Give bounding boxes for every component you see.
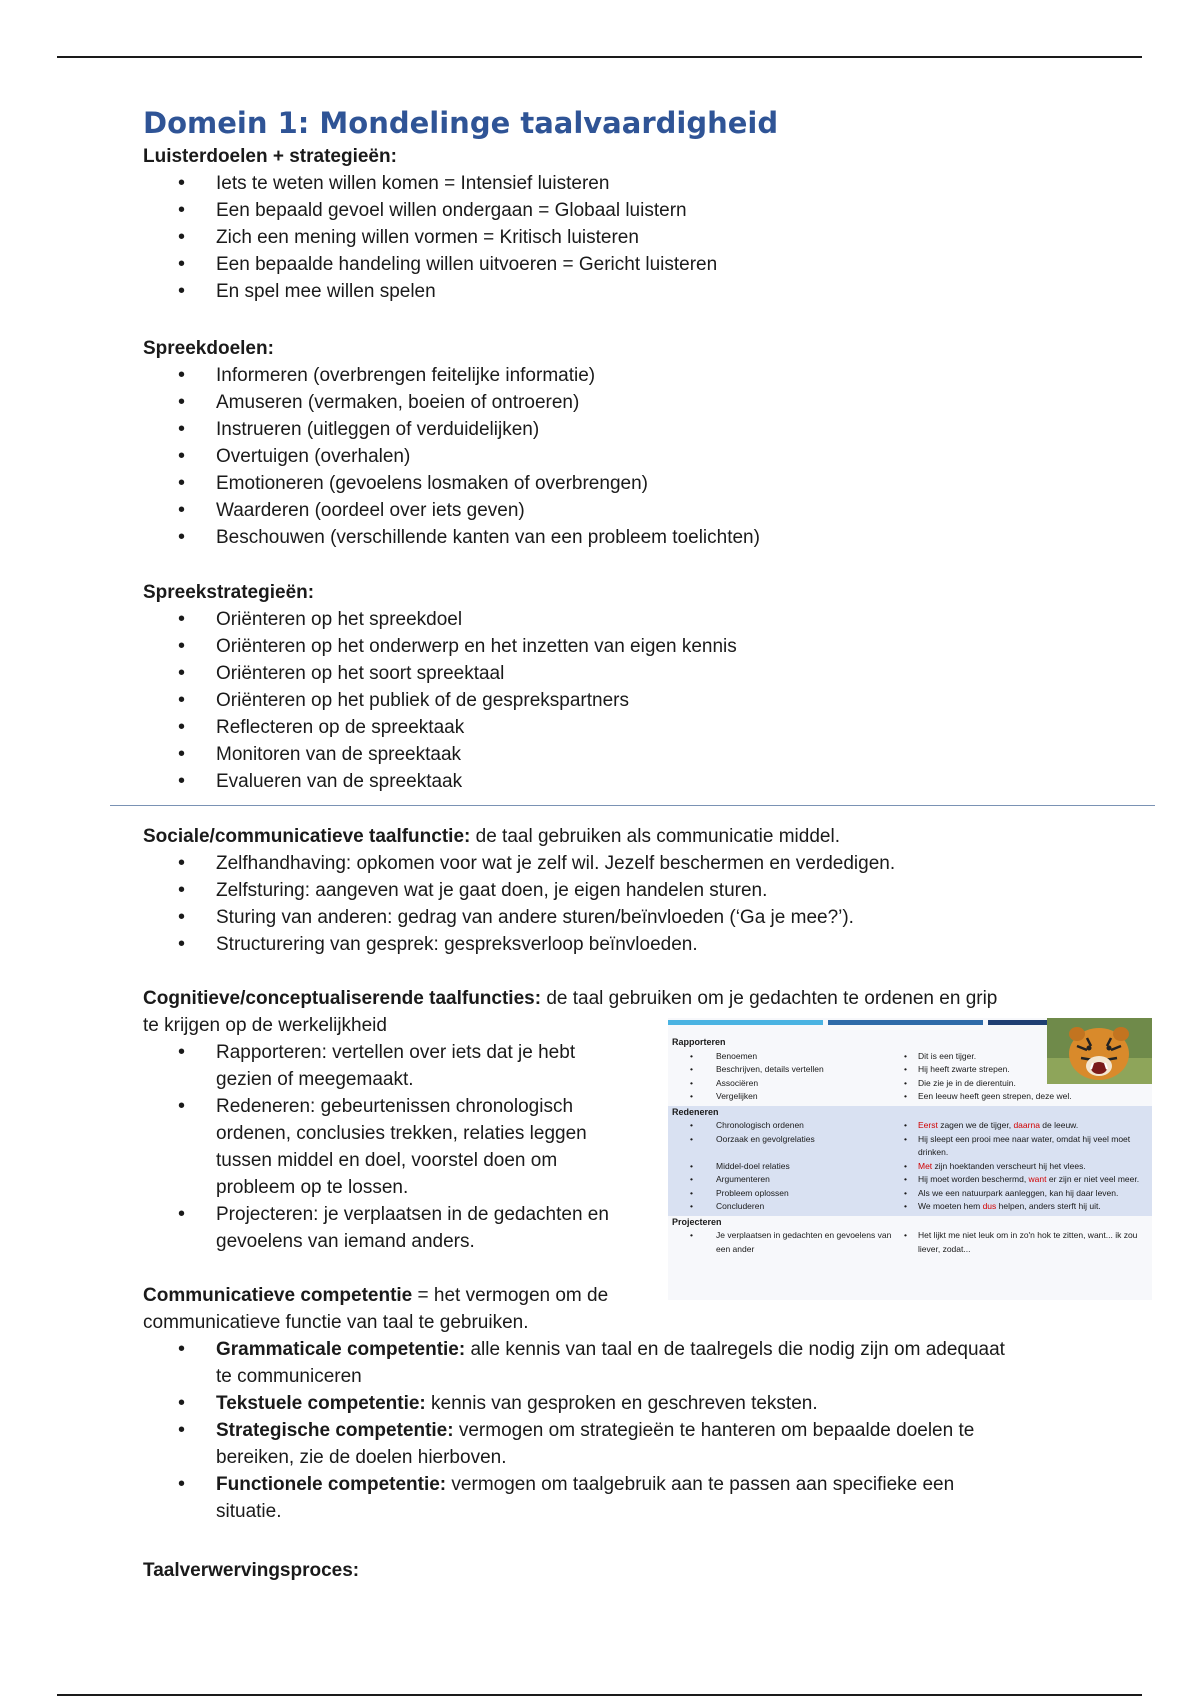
- figure-cell-text: de leeuw.: [1039, 1120, 1079, 1130]
- list-item: • Zelfhandhaving: opkomen voor wat je zelf wil. Jezelf beschermen en verdedigen.: [143, 850, 895, 877]
- figure-row: [672, 1187, 1152, 1201]
- list-item-text: alle kennis van taal en de taalregels die nodig zijn om adequaat: [465, 1339, 1005, 1360]
- list-item-line: gevoelens van iemand anders.: [216, 1231, 475, 1252]
- figure-cell-text: zijn hoektanden verscheurt hij het vlees.: [932, 1160, 1086, 1171]
- list-item: • En spel mee willen spelen: [143, 278, 717, 305]
- section-divider: [110, 805, 1155, 806]
- figure-cell-emphasis: Eerst: [918, 1120, 938, 1130]
- list-item-line: gezien of meegemaakt.: [216, 1069, 414, 1090]
- figure-row: [672, 1063, 1152, 1077]
- figure-section-redeneren: [668, 1106, 1152, 1216]
- list-item: • Oriënteren op het spreekdoel: [143, 606, 737, 633]
- speech-goals-heading: Spreekdoelen:: [143, 338, 274, 359]
- list-item-text: situatie.: [216, 1501, 282, 1522]
- list-item: • Overtuigen (overhalen): [143, 443, 760, 470]
- cognitive-definition-line2: te krijgen op de werkelijkheid: [143, 1015, 387, 1036]
- list-item-line: tussen middel en doel, voorstel doen om: [216, 1150, 558, 1171]
- figure-row: [672, 1050, 1152, 1064]
- figure-row: [672, 1160, 1152, 1174]
- list-item-term: Strategische competentie:: [216, 1420, 454, 1441]
- figure-color-bars: [668, 1020, 1048, 1025]
- page-title: Domein 1: Mondelinge taalvaardigheid: [143, 106, 779, 140]
- figure-cell: • Je verplaatsen in gedachten en gevoelens van een ander: [672, 1229, 902, 1256]
- figure-cell-emphasis: daarna: [1013, 1120, 1040, 1130]
- listening-section: [143, 143, 717, 305]
- competence-term: Communicatieve competentie: [143, 1285, 413, 1306]
- list-item: • Sturing van anderen: gedrag van andere sturen/beïnvloeden (‘Ga je mee?’).: [143, 904, 895, 931]
- cognitive-definition: [143, 985, 1083, 1012]
- figure-cell-text: We moeten hem: [918, 1201, 983, 1211]
- figure-cell: • Associëren: [672, 1077, 902, 1091]
- figure-cell: • Hij heeft zwarte strepen.: [902, 1063, 1152, 1077]
- figure-row: [672, 1090, 1152, 1104]
- speech-goals-list: [143, 362, 760, 551]
- speech-strategies-section: [143, 579, 737, 795]
- list-item-line: Projecteren: je verplaatsen in de gedachten en: [216, 1204, 609, 1225]
- figure-cell: • Benoemen: [672, 1050, 902, 1064]
- list-item: • Structurering van gesprek: gespreksverloop beïnvloeden.: [143, 931, 895, 958]
- figure-bar-3: [988, 1020, 1048, 1025]
- list-item-line: ordenen, conclusies trekken, relaties leggen: [216, 1123, 587, 1144]
- figure-cell: • Als we een natuurpark aanleggen, kan hij daar leven.: [902, 1187, 1152, 1201]
- acquisition-heading: Taalverwervingsproces:: [143, 1560, 360, 1581]
- cognitive-list: [143, 1039, 663, 1255]
- figure-cell: [902, 1160, 1152, 1174]
- list-item-line: Rapporteren: vertellen over iets dat je hebt: [216, 1042, 576, 1063]
- list-item-line: probleem op te lossen.: [216, 1177, 409, 1198]
- figure-cell: • Dit is een tijger.: [902, 1050, 1152, 1064]
- list-item: • Instrueren (uitleggen of verduidelijken): [143, 416, 760, 443]
- list-item: • Amuseren (vermaken, boeien of ontroeren): [143, 389, 760, 416]
- figure-cell: [902, 1173, 1152, 1187]
- figure-section-projecteren: [668, 1216, 1152, 1259]
- social-function-section: [143, 823, 895, 958]
- list-item: [143, 1336, 1073, 1390]
- figure-cell-emphasis: want: [1028, 1174, 1047, 1184]
- social-term: Sociale/communicatieve taalfunctie:: [143, 826, 471, 847]
- speech-strategies-list: [143, 606, 737, 795]
- list-item: • Iets te weten willen komen = Intensief luisteren: [143, 170, 717, 197]
- list-item-text: te communiceren: [216, 1366, 362, 1387]
- social-list: [143, 850, 895, 958]
- list-item-text: vermogen om taalgebruik aan te passen aan specifieke een: [446, 1474, 955, 1495]
- figure-cell: • Het lijkt me niet leuk om in zo'n hok te zitten, want... ik zou liever, zodat...: [902, 1229, 1152, 1256]
- figure-cell-emphasis: dus: [982, 1201, 997, 1211]
- social-definition: [143, 823, 895, 850]
- listening-list: [143, 170, 717, 305]
- figure-row: [672, 1173, 1152, 1187]
- figure-section-title: Rapporteren: [672, 1037, 726, 1047]
- figure-bar-2: [828, 1020, 983, 1025]
- competence-definition-text: = het vermogen om de: [412, 1285, 609, 1306]
- competence-list: [143, 1336, 1073, 1525]
- figure-cell-emphasis: Met: [918, 1160, 933, 1171]
- figure-section-title: Redeneren: [672, 1106, 719, 1117]
- figure-cell: • Probleem oplossen: [672, 1187, 902, 1201]
- list-item: [143, 1417, 1073, 1471]
- figure-row: [672, 1077, 1152, 1091]
- figure-cell: [902, 1200, 1152, 1214]
- figure-section-rapporteren: [668, 1036, 1152, 1106]
- list-item: • Een bepaalde handeling willen uitvoeren = Gericht luisteren: [143, 251, 717, 278]
- figure-table: [668, 1036, 1152, 1258]
- speech-goals-section: [143, 335, 760, 551]
- figure-cell: • Vergelijken: [672, 1090, 902, 1104]
- list-item: [143, 1201, 663, 1255]
- figure-bar-1: [668, 1020, 823, 1025]
- listening-heading: Luisterdoelen + strategieën:: [143, 146, 397, 167]
- list-item: • Monitoren van de spreektaak: [143, 741, 737, 768]
- competence-definition-line2: communicatieve functie van taal te gebruiken.: [143, 1312, 529, 1333]
- list-item-text: bereiken, zie de doelen hierboven.: [216, 1447, 507, 1468]
- figure-cell: • Concluderen: [672, 1200, 902, 1214]
- list-item: • Reflecteren op de spreektaak: [143, 714, 737, 741]
- figure-row: [672, 1229, 1152, 1256]
- figure-cell: • Hij sleept een prooi mee naar water, omdat hij veel moet drinken.: [902, 1133, 1152, 1160]
- list-item-term: Functionele competentie:: [216, 1474, 447, 1495]
- speech-strategies-heading: Spreekstrategieën:: [143, 582, 315, 603]
- figure-cell-text: er zijn er niet veel meer.: [1046, 1174, 1140, 1184]
- list-item-term: Tekstuele competentie:: [216, 1393, 426, 1414]
- list-item: • Oriënteren op het onderwerp en het inzetten van eigen kennis: [143, 633, 737, 660]
- list-item: • Zelfsturing: aangeven wat je gaat doen, je eigen handelen sturen.: [143, 877, 895, 904]
- competence-definition: [143, 1282, 1073, 1309]
- figure-cell: • Oorzaak en gevolgrelaties: [672, 1133, 902, 1160]
- figure-row: [672, 1200, 1152, 1214]
- list-item: [143, 1093, 663, 1201]
- list-item: • Evalueren van de spreektaak: [143, 768, 737, 795]
- header-rule: [57, 56, 1142, 58]
- list-item: [143, 1039, 663, 1093]
- figure-row: [672, 1119, 1152, 1133]
- list-item-text: kennis van gesproken en geschreven teksten.: [425, 1393, 818, 1414]
- list-item: • Waarderen (oordeel over iets geven): [143, 497, 760, 524]
- list-item: [143, 1390, 1073, 1417]
- figure-row: [672, 1133, 1152, 1160]
- figure-section-title: Projecteren: [672, 1216, 722, 1227]
- figure-cell-text: Hij moet worden beschermd,: [918, 1174, 1029, 1184]
- figure-cell: • Een leeuw heeft geen strepen, deze wel.: [902, 1090, 1152, 1104]
- list-item: • Een bepaald gevoel willen ondergaan = Globaal luistern: [143, 197, 717, 224]
- figure-cell: • Middel-doel relaties: [672, 1160, 902, 1174]
- figure-cell: • Die zie je in de dierentuin.: [902, 1077, 1152, 1091]
- acquisition-section: [143, 1557, 359, 1584]
- social-definition-text: de taal gebruiken als communicatie middel.: [470, 826, 840, 847]
- figure-cell: • Argumenteren: [672, 1173, 902, 1187]
- footer-rule: [57, 1694, 1142, 1696]
- figure-cell-text: zagen we de tijger,: [937, 1120, 1014, 1130]
- list-item: • Oriënteren op het publiek of de gesprekspartners: [143, 687, 737, 714]
- list-item-line: Redeneren: gebeurtenissen chronologisch: [216, 1096, 574, 1117]
- figure-cell: • Beschrijven, details vertellen: [672, 1063, 902, 1077]
- cognitive-term: Cognitieve/conceptualiserende taalfuncties:: [143, 988, 542, 1009]
- list-item: • Beschouwen (verschillende kanten van een probleem toelichten): [143, 524, 760, 551]
- figure-cell: [902, 1119, 1152, 1133]
- list-item-text: vermogen om strategieën te hanteren om bepaalde doelen te: [453, 1420, 975, 1441]
- list-item: • Zich een mening willen vormen = Kritisch luisteren: [143, 224, 717, 251]
- cognitive-definition-text: de taal gebruiken om je gedachten te ordenen en grip: [541, 988, 998, 1009]
- list-item: • Emotioneren (gevoelens losmaken of overbrengen): [143, 470, 760, 497]
- list-item: • Oriënteren op het soort spreektaal: [143, 660, 737, 687]
- figure-cell: • Chronologisch ordenen: [672, 1119, 902, 1133]
- figure-cell-text: helpen, anders sterft hij uit.: [996, 1201, 1101, 1211]
- list-item: • Informeren (overbrengen feitelijke informatie): [143, 362, 760, 389]
- list-item: [143, 1471, 1073, 1525]
- competence-section: [143, 1282, 1073, 1525]
- list-item-term: Grammaticale competentie:: [216, 1339, 466, 1360]
- language-functions-figure: [668, 1018, 1152, 1300]
